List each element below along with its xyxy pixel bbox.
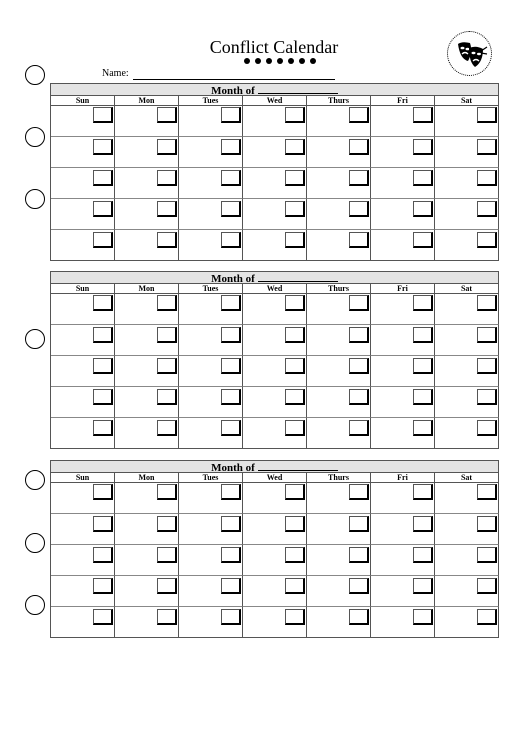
date-number-box[interactable] [93, 201, 113, 217]
date-number-box[interactable] [477, 358, 497, 374]
weekday-header [50, 473, 499, 482]
weekday-header [50, 96, 499, 105]
date-number-box[interactable] [157, 201, 177, 217]
day-cell[interactable] [115, 355, 179, 386]
date-number-box[interactable] [157, 170, 177, 186]
day-cell[interactable] [115, 606, 179, 637]
date-number-box[interactable] [221, 389, 241, 405]
date-number-box[interactable] [157, 484, 177, 500]
date-number-box[interactable] [349, 358, 369, 374]
day-cell[interactable] [435, 136, 499, 167]
date-number-box[interactable] [221, 107, 241, 123]
day-cell[interactable] [307, 482, 371, 513]
date-number-box[interactable] [349, 295, 369, 311]
day-cell[interactable] [51, 355, 115, 386]
weekday-label: Mon [115, 96, 179, 106]
day-cell[interactable] [243, 606, 307, 637]
date-number-box[interactable] [413, 170, 433, 186]
day-cell[interactable] [307, 386, 371, 417]
day-cell[interactable] [115, 324, 179, 355]
day-cell[interactable] [243, 575, 307, 606]
day-cell[interactable] [243, 229, 307, 260]
month-label: Month of [211, 85, 255, 97]
date-number-box[interactable] [285, 609, 305, 625]
date-number-box[interactable] [157, 358, 177, 374]
date-number-box[interactable] [93, 295, 113, 311]
date-number-box[interactable] [477, 578, 497, 594]
day-cell[interactable] [243, 544, 307, 575]
day-cell[interactable] [435, 229, 499, 260]
day-cell[interactable] [51, 606, 115, 637]
day-cell[interactable] [243, 482, 307, 513]
weekday-label: Thurs [307, 284, 371, 294]
day-cell[interactable] [307, 606, 371, 637]
date-number-box[interactable] [221, 516, 241, 532]
date-number-box[interactable] [285, 295, 305, 311]
month-calendar-2 [50, 271, 499, 449]
day-grid [50, 482, 499, 638]
date-number-box[interactable] [93, 389, 113, 405]
day-cell[interactable] [179, 136, 243, 167]
day-cell[interactable] [51, 575, 115, 606]
month-header [50, 460, 499, 473]
day-cell[interactable] [371, 167, 435, 198]
day-cell[interactable] [115, 386, 179, 417]
day-cell[interactable] [51, 513, 115, 544]
date-number-box[interactable] [349, 107, 369, 123]
day-cell[interactable] [435, 544, 499, 575]
date-number-box[interactable] [221, 327, 241, 343]
day-cell[interactable] [371, 513, 435, 544]
day-cell[interactable] [115, 575, 179, 606]
day-cell[interactable] [371, 386, 435, 417]
weekday-label: Tues [179, 96, 243, 106]
day-cell[interactable] [371, 606, 435, 637]
day-cell[interactable] [371, 355, 435, 386]
weekday-label: Wed [243, 473, 307, 483]
date-number-box[interactable] [221, 170, 241, 186]
weekday-label: Sat [435, 473, 499, 483]
month-calendar-1 [50, 83, 499, 261]
weekday-header [50, 284, 499, 293]
day-cell[interactable] [179, 229, 243, 260]
date-number-box[interactable] [93, 358, 113, 374]
date-number-box[interactable] [221, 295, 241, 311]
date-number-box[interactable] [413, 609, 433, 625]
date-number-box[interactable] [477, 609, 497, 625]
date-number-box[interactable] [285, 547, 305, 563]
date-number-box[interactable] [413, 420, 433, 436]
day-cell[interactable] [371, 293, 435, 324]
month-calendar-3 [50, 460, 499, 638]
date-number-box[interactable] [477, 170, 497, 186]
date-number-box[interactable] [285, 578, 305, 594]
day-cell[interactable] [179, 606, 243, 637]
date-number-box[interactable] [285, 389, 305, 405]
day-cell[interactable] [243, 513, 307, 544]
date-number-box[interactable] [157, 420, 177, 436]
date-number-box[interactable] [93, 232, 113, 248]
month-header [50, 271, 499, 284]
day-cell[interactable] [307, 575, 371, 606]
day-cell[interactable] [179, 355, 243, 386]
weekday-label: Thurs [307, 473, 371, 483]
month-field[interactable] [258, 272, 338, 282]
day-cell[interactable] [243, 355, 307, 386]
binder-hole [25, 595, 45, 615]
title-dots-divider [244, 58, 316, 64]
date-number-box[interactable] [349, 389, 369, 405]
date-number-box[interactable] [157, 327, 177, 343]
date-number-box[interactable] [93, 327, 113, 343]
day-cell[interactable] [371, 544, 435, 575]
date-number-box[interactable] [477, 232, 497, 248]
date-number-box[interactable] [221, 420, 241, 436]
day-cell[interactable] [243, 136, 307, 167]
day-cell[interactable] [435, 386, 499, 417]
date-number-box[interactable] [477, 201, 497, 217]
day-cell[interactable] [115, 544, 179, 575]
day-cell[interactable] [179, 167, 243, 198]
day-cell[interactable] [51, 198, 115, 229]
day-cell[interactable] [115, 482, 179, 513]
date-number-box[interactable] [93, 609, 113, 625]
date-number-box[interactable] [285, 358, 305, 374]
day-cell[interactable] [51, 324, 115, 355]
date-number-box[interactable] [477, 420, 497, 436]
binder-hole [25, 533, 45, 553]
date-number-box[interactable] [413, 139, 433, 155]
page-title: Conflict Calendar [209, 37, 339, 57]
day-cell[interactable] [371, 324, 435, 355]
date-number-box[interactable] [413, 358, 433, 374]
day-cell[interactable] [179, 482, 243, 513]
weekday-label: Sun [51, 284, 115, 294]
day-cell[interactable] [435, 513, 499, 544]
day-cell[interactable] [179, 324, 243, 355]
date-number-box[interactable] [157, 139, 177, 155]
day-cell[interactable] [115, 513, 179, 544]
day-cell[interactable] [243, 386, 307, 417]
date-number-box[interactable] [477, 547, 497, 563]
date-number-box[interactable] [221, 232, 241, 248]
date-number-box[interactable] [285, 107, 305, 123]
day-cell[interactable] [307, 198, 371, 229]
weekday-label: Sun [51, 96, 115, 106]
date-number-box[interactable] [477, 484, 497, 500]
weekday-label: Fri [371, 473, 435, 483]
day-cell[interactable] [435, 324, 499, 355]
date-number-box[interactable] [93, 420, 113, 436]
date-number-box[interactable] [413, 516, 433, 532]
day-cell[interactable] [115, 136, 179, 167]
day-cell[interactable] [179, 513, 243, 544]
day-cell[interactable] [179, 293, 243, 324]
date-number-box[interactable] [477, 516, 497, 532]
date-number-box[interactable] [93, 170, 113, 186]
date-number-box[interactable] [413, 295, 433, 311]
month-label: Month of [211, 462, 255, 474]
date-number-box[interactable] [157, 295, 177, 311]
day-cell[interactable] [51, 544, 115, 575]
day-cell[interactable] [307, 167, 371, 198]
day-cell[interactable] [243, 324, 307, 355]
date-number-box[interactable] [221, 201, 241, 217]
day-cell[interactable] [435, 198, 499, 229]
date-number-box[interactable] [285, 420, 305, 436]
date-number-box[interactable] [221, 547, 241, 563]
date-number-box[interactable] [413, 578, 433, 594]
name-label: Name: [102, 68, 129, 79]
day-cell[interactable] [435, 355, 499, 386]
binder-hole [25, 65, 45, 85]
date-number-box[interactable] [349, 547, 369, 563]
date-number-box[interactable] [221, 609, 241, 625]
date-number-box[interactable] [349, 516, 369, 532]
day-cell[interactable] [435, 293, 499, 324]
day-cell[interactable] [51, 136, 115, 167]
date-number-box[interactable] [413, 484, 433, 500]
date-number-box[interactable] [413, 327, 433, 343]
month-field[interactable] [258, 84, 338, 94]
day-cell[interactable] [307, 355, 371, 386]
weekday-label: Tues [179, 284, 243, 294]
date-number-box[interactable] [349, 609, 369, 625]
day-cell[interactable] [243, 105, 307, 136]
weekday-label: Fri [371, 284, 435, 294]
day-cell[interactable] [307, 293, 371, 324]
date-number-box[interactable] [477, 327, 497, 343]
weekday-label: Mon [115, 284, 179, 294]
month-field[interactable] [258, 461, 338, 471]
day-cell[interactable] [307, 136, 371, 167]
day-cell[interactable] [371, 482, 435, 513]
day-cell[interactable] [51, 293, 115, 324]
date-number-box[interactable] [349, 170, 369, 186]
date-number-box[interactable] [477, 295, 497, 311]
day-cell[interactable] [51, 229, 115, 260]
date-number-box[interactable] [477, 139, 497, 155]
date-number-box[interactable] [221, 139, 241, 155]
date-number-box[interactable] [285, 232, 305, 248]
day-cell[interactable] [435, 417, 499, 448]
date-number-box[interactable] [221, 484, 241, 500]
name-field[interactable] [133, 79, 335, 80]
date-number-box[interactable] [413, 232, 433, 248]
binder-hole [25, 189, 45, 209]
date-number-box[interactable] [285, 170, 305, 186]
date-number-box[interactable] [285, 201, 305, 217]
weekday-label: Mon [115, 473, 179, 483]
day-cell[interactable] [435, 167, 499, 198]
day-grid [50, 293, 499, 449]
day-cell[interactable] [243, 293, 307, 324]
day-cell[interactable] [179, 544, 243, 575]
weekday-label: Wed [243, 284, 307, 294]
date-number-box[interactable] [157, 107, 177, 123]
date-number-box[interactable] [93, 139, 113, 155]
day-cell[interactable] [307, 324, 371, 355]
day-cell[interactable] [307, 105, 371, 136]
date-number-box[interactable] [157, 547, 177, 563]
day-cell[interactable] [307, 229, 371, 260]
day-cell[interactable] [435, 482, 499, 513]
day-cell[interactable] [51, 105, 115, 136]
day-cell[interactable] [115, 229, 179, 260]
day-cell[interactable] [51, 417, 115, 448]
date-number-box[interactable] [413, 547, 433, 563]
day-cell[interactable] [307, 417, 371, 448]
date-number-box[interactable] [349, 327, 369, 343]
day-cell[interactable] [243, 198, 307, 229]
day-cell[interactable] [435, 575, 499, 606]
weekday-label: Tues [179, 473, 243, 483]
day-cell[interactable] [51, 482, 115, 513]
weekday-label: Sun [51, 473, 115, 483]
day-cell[interactable] [371, 229, 435, 260]
theater-masks-icon [447, 31, 492, 76]
day-cell[interactable] [371, 575, 435, 606]
date-number-box[interactable] [413, 201, 433, 217]
day-cell[interactable] [307, 513, 371, 544]
date-number-box[interactable] [93, 107, 113, 123]
date-number-box[interactable] [157, 516, 177, 532]
date-number-box[interactable] [157, 232, 177, 248]
day-cell[interactable] [435, 606, 499, 637]
date-number-box[interactable] [221, 578, 241, 594]
date-number-box[interactable] [93, 578, 113, 594]
day-cell[interactable] [371, 198, 435, 229]
day-cell[interactable] [307, 544, 371, 575]
day-cell[interactable] [51, 167, 115, 198]
binder-hole [25, 329, 45, 349]
month-label: Month of [211, 273, 255, 285]
month-header [50, 83, 499, 96]
date-number-box[interactable] [285, 484, 305, 500]
date-number-box[interactable] [413, 107, 433, 123]
day-cell[interactable] [179, 575, 243, 606]
date-number-box[interactable] [93, 484, 113, 500]
date-number-box[interactable] [285, 139, 305, 155]
day-cell[interactable] [115, 105, 179, 136]
day-cell[interactable] [435, 105, 499, 136]
date-number-box[interactable] [93, 547, 113, 563]
binder-hole [25, 470, 45, 490]
date-number-box[interactable] [349, 420, 369, 436]
day-cell[interactable] [179, 198, 243, 229]
day-cell[interactable] [371, 417, 435, 448]
day-cell[interactable] [115, 417, 179, 448]
day-cell[interactable] [115, 198, 179, 229]
day-cell[interactable] [243, 417, 307, 448]
date-number-box[interactable] [349, 139, 369, 155]
day-cell[interactable] [179, 386, 243, 417]
date-number-box[interactable] [157, 578, 177, 594]
weekday-label: Sat [435, 284, 499, 294]
binder-hole [25, 127, 45, 147]
day-cell[interactable] [371, 136, 435, 167]
date-number-box[interactable] [349, 232, 369, 248]
date-number-box[interactable] [221, 358, 241, 374]
day-cell[interactable] [179, 417, 243, 448]
date-number-box[interactable] [285, 516, 305, 532]
day-cell[interactable] [179, 105, 243, 136]
weekday-label: Fri [371, 96, 435, 106]
date-number-box[interactable] [477, 389, 497, 405]
day-cell[interactable] [371, 105, 435, 136]
date-number-box[interactable] [413, 389, 433, 405]
date-number-box[interactable] [349, 484, 369, 500]
date-number-box[interactable] [349, 201, 369, 217]
date-number-box[interactable] [93, 516, 113, 532]
day-grid [50, 105, 499, 261]
day-cell[interactable] [115, 293, 179, 324]
weekday-label: Wed [243, 96, 307, 106]
date-number-box[interactable] [285, 327, 305, 343]
weekday-label: Thurs [307, 96, 371, 106]
date-number-box[interactable] [157, 609, 177, 625]
day-cell[interactable] [51, 386, 115, 417]
date-number-box[interactable] [157, 389, 177, 405]
weekday-label: Sat [435, 96, 499, 106]
day-cell[interactable] [243, 167, 307, 198]
date-number-box[interactable] [349, 578, 369, 594]
day-cell[interactable] [115, 167, 179, 198]
date-number-box[interactable] [477, 107, 497, 123]
